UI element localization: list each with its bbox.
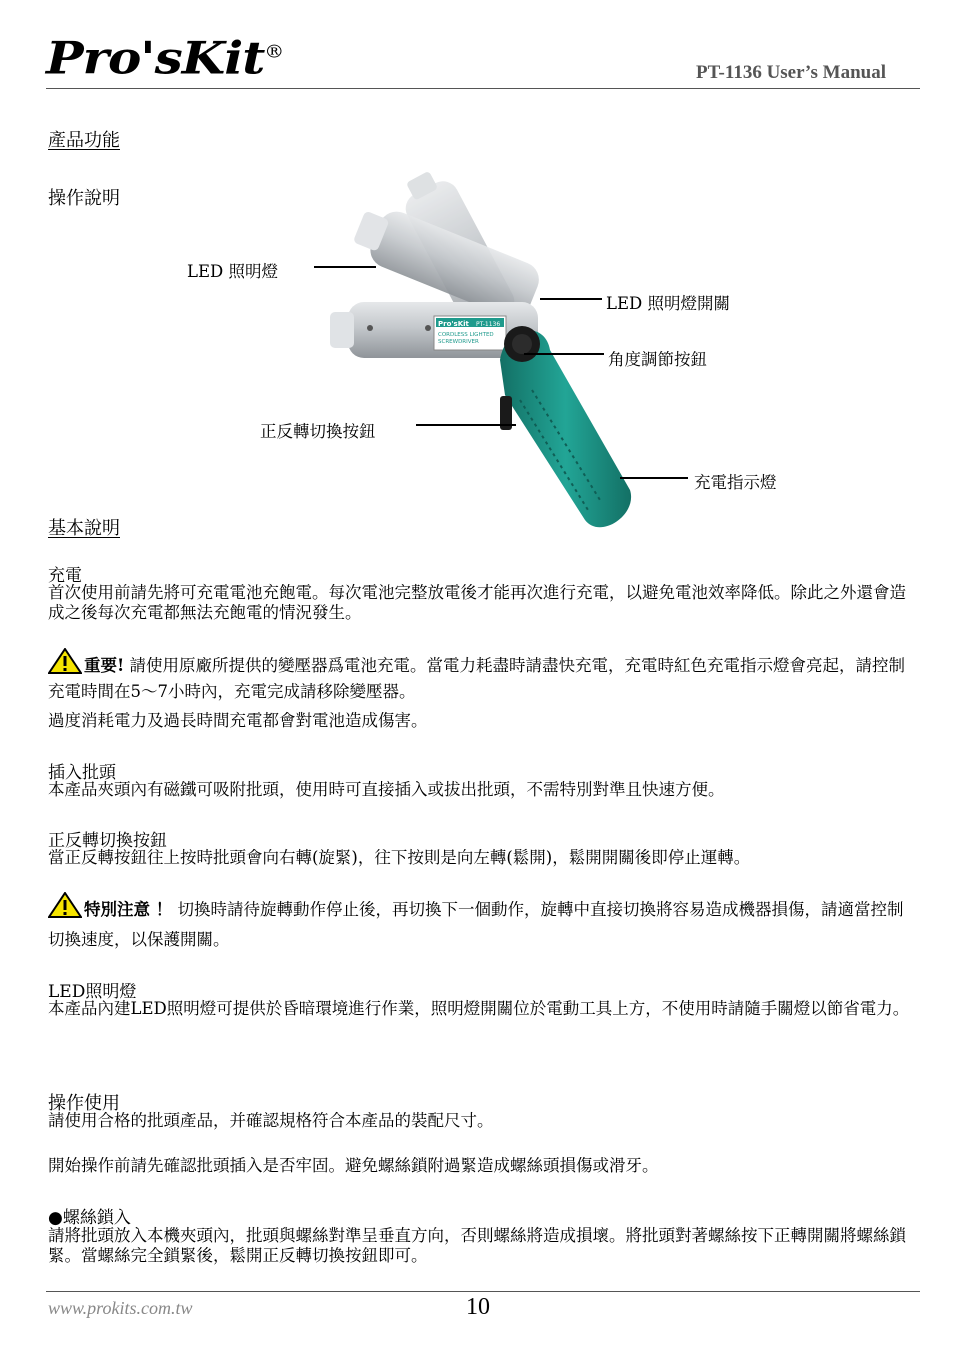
screwdriver-diagram bbox=[300, 160, 660, 550]
usage-text-2: 開始操作前請先確認批頭插入是否牢固。避免螺絲鎖附過緊造成螺絲頭損傷或滑牙。 bbox=[48, 1156, 659, 1175]
label-line2: SCREWDRIVER bbox=[438, 339, 479, 345]
leader-led-light bbox=[314, 266, 376, 268]
manual-title: PT-1136 User’s Manual bbox=[696, 62, 886, 83]
usage-text-1: 請使用合格的批頭產品，并確認規格符合本產品的裝配尺寸。 bbox=[48, 1111, 494, 1130]
charging-text: 首次使用前請先將可充電電池充飽電。每次電池完整放電後才能再次進行充電，以避免電池效率降低。除此之外還會造成之後每次充電都無法充飽電的情況發生。 bbox=[48, 583, 906, 622]
header-divider bbox=[46, 88, 920, 89]
insert-bit-title: 插入批頭 bbox=[48, 763, 116, 783]
label-line1: CORDLESS LIGHTED bbox=[438, 332, 494, 338]
callout-charge-indicator: 充電指示燈 bbox=[694, 473, 777, 492]
fwd-rev-text: 當正反轉按鈕往上按時批頭會向右轉(旋緊)，往下按則是向左轉(鬆開)，鬆開開關後即停止運轉。 bbox=[48, 848, 751, 867]
leader-led-switch bbox=[540, 298, 602, 300]
special-note-text: 切換時請待旋轉動作停止後，再切換下一個動作，旋轉中直接切換將容易造成機器損傷，請適當控制切換速度，以保護開關。 bbox=[48, 900, 904, 949]
warning-icon bbox=[48, 648, 82, 674]
callout-led-switch: LED 照明燈開關 bbox=[606, 294, 730, 313]
section-basics-heading: 基本說明 bbox=[48, 518, 120, 539]
important-block bbox=[48, 648, 918, 705]
section-operation-heading: 操作說明 bbox=[48, 188, 120, 209]
callout-led-light: LED 照明燈 bbox=[187, 262, 278, 281]
screw-text: 請將批頭放入本機夾頭內，批頭與螺絲對準呈垂直方向，否則螺絲將造成損壞。將批頭對著螺絲按下正轉開關將螺絲鎖緊。當螺絲完全鎖緊後，鬆開正反轉切換按鈕即可。 bbox=[48, 1226, 906, 1265]
label-brand: Pro'sKit bbox=[438, 320, 469, 328]
important-label: 重要! bbox=[84, 656, 125, 675]
leader-charge-indicator bbox=[620, 477, 688, 479]
fwd-rev-title: 正反轉切換按鈕 bbox=[48, 831, 167, 851]
warning-icon bbox=[48, 892, 82, 918]
important-text-2: 過度消耗電力及過長時間充電都會對電池造成傷害。 bbox=[48, 711, 428, 730]
section-features-heading: 產品功能 bbox=[48, 130, 120, 151]
page-number: 10 bbox=[466, 1294, 490, 1320]
charging-title: 充電 bbox=[48, 566, 82, 586]
special-note-label: 特別注意 ！ bbox=[84, 900, 173, 919]
special-note-block bbox=[48, 892, 918, 955]
led-text: 本產品內建LED照明燈可提供於昏暗環境進行作業，照明燈開關位於電動工具上方，不使用時請隨手關燈以節省電力。 bbox=[48, 999, 910, 1018]
leader-fwd-rev-button bbox=[416, 424, 516, 426]
leader-angle-button bbox=[524, 353, 604, 355]
callout-angle-button: 角度調節按鈕 bbox=[608, 350, 707, 369]
led-title: LED照明燈 bbox=[48, 982, 137, 1002]
screw-title: ●螺絲鎖入 bbox=[48, 1208, 131, 1228]
callout-fwd-rev-button: 正反轉切換按鈕 bbox=[260, 422, 376, 441]
important-text: 請使用原廠所提供的變壓器爲電池充電。當電力耗盡時請盡快充電，充電時紅色充電指示燈會亮起，請控制充電時間在5～7小時內，充電完成請移除變壓器。 bbox=[48, 656, 905, 701]
footer-divider bbox=[46, 1291, 920, 1292]
footer-url: www.prokits.com.tw bbox=[48, 1298, 193, 1318]
insert-bit-text: 本產品夾頭內有磁鐵可吸附批頭，使用時可直接插入或拔出批頭，不需特別對準且快速方便。 bbox=[48, 780, 725, 799]
brand-logo: Pro'sKit® bbox=[46, 30, 284, 85]
section-usage-heading: 操作使用 bbox=[48, 1093, 120, 1114]
label-model: PT-1136 bbox=[476, 321, 501, 328]
